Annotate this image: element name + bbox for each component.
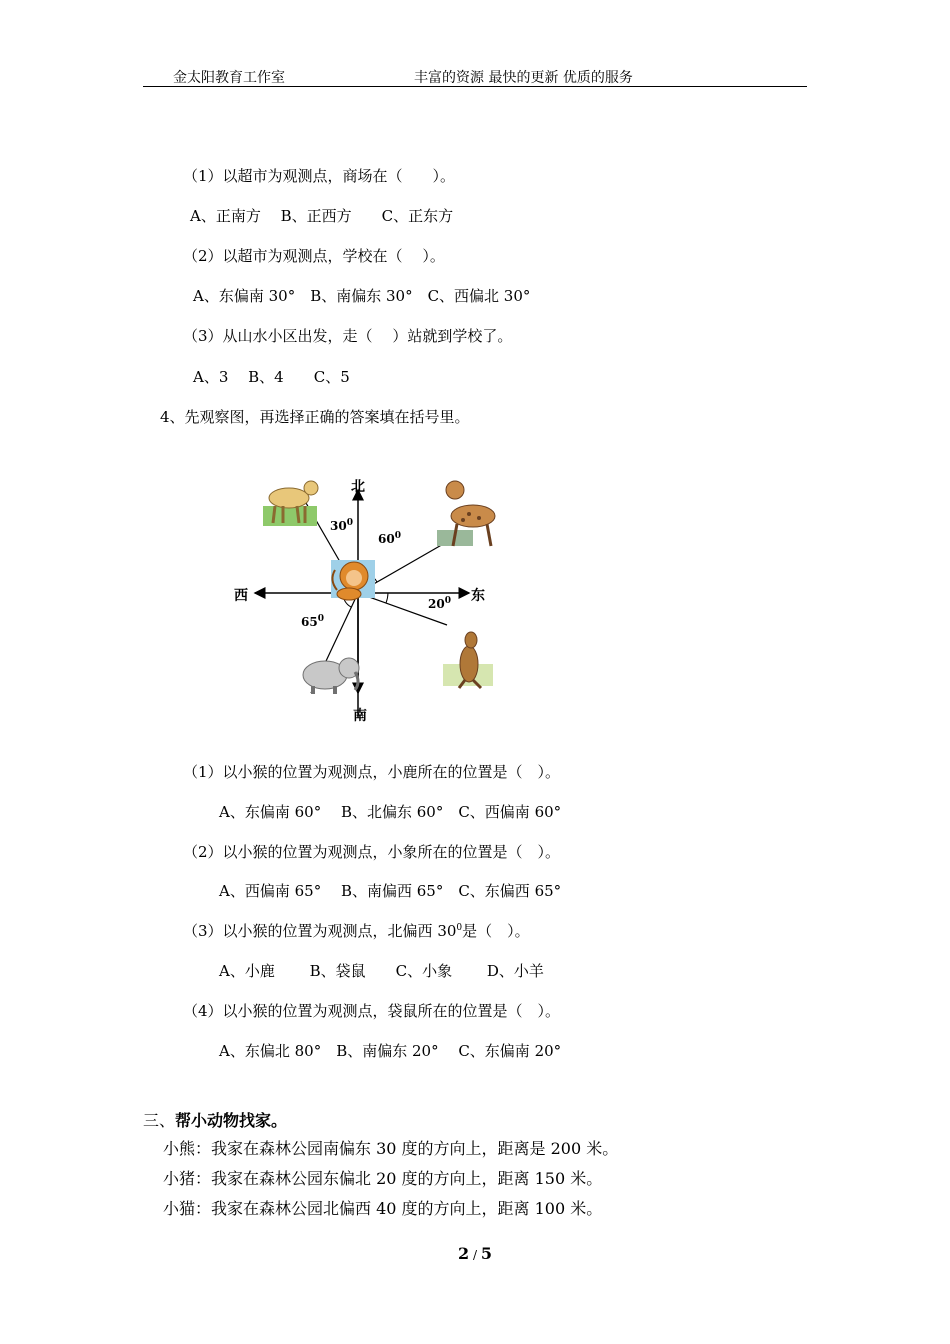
elephant-icon	[303, 658, 359, 694]
q4-title: 4、先观察图，再选择正确的答案填在括号里。	[160, 408, 470, 426]
deer-icon	[437, 481, 495, 546]
label-west: 西	[234, 588, 248, 604]
angle-label-20: $20^0$	[428, 596, 451, 611]
q4-item3-options: A、小鹿 B、袋鼠 C、小象 D、小羊	[219, 962, 544, 980]
q4-item3-question: （3）以小猴的位置为观测点，北偏西 $30^0$是（ ）。	[183, 922, 530, 940]
direction-diagram	[225, 468, 525, 730]
label-south: 南	[353, 708, 367, 724]
q4-item2-question: （2）以小猴的位置为观测点，小象所在的位置是（ ）。	[183, 843, 561, 861]
q3-item2-options: A、东偏南 30° B、南偏东 30° C、西偏北 30°	[193, 287, 531, 305]
section3-line-pig: 小猪：我家在森林公园东偏北 20 度的方向上，距离 150 米。	[163, 1169, 603, 1188]
page-number: 2 / 5	[458, 1244, 492, 1263]
sheep-icon	[263, 481, 318, 526]
q3-item2-question: （2）以超市为观测点，学校在（ ）。	[183, 247, 445, 265]
monkey-icon	[331, 560, 375, 600]
q4-item2-options: A、西偏南 65° B、南偏西 65° C、东偏西 65°	[219, 882, 562, 900]
q3-item3-options: A、3 B、4 C、5	[193, 368, 350, 386]
kangaroo-icon	[443, 632, 493, 688]
label-north: 北	[351, 479, 365, 495]
arc-20	[386, 593, 388, 603]
label-east: 东	[471, 588, 485, 604]
q4-item1-question: （1）以小猴的位置为观测点，小鹿所在的位置是（ ）。	[183, 763, 561, 781]
section3-line-cat: 小猫：我家在森林公园北偏西 40 度的方向上，距离 100 米。	[163, 1199, 603, 1218]
header-right: 丰富的资源 最快的更新 优质的服务	[414, 70, 633, 86]
angle-label-65: $65^0$	[301, 614, 324, 629]
q4-item4-options: A、东偏北 80° B、南偏东 20° C、东偏南 20°	[219, 1042, 562, 1060]
angle-label-30: $30^0$	[330, 518, 353, 533]
q3-item3-question: （3）从山水小区出发，走（ ）站就到学校了。	[183, 327, 513, 345]
angle-label-60: $60^0$	[378, 531, 401, 546]
header-left: 金太阳教育工作室	[173, 70, 285, 86]
section3-line-bear: 小熊：我家在森林公园南偏东 30 度的方向上，距离是 200 米。	[163, 1139, 619, 1158]
q4-item4-question: （4）以小猴的位置为观测点，袋鼠所在的位置是（ ）。	[183, 1002, 561, 1020]
q3-item1-options: A、正南方 B、正西方 C、正东方	[190, 207, 454, 225]
q3-item1-question: （1）以超市为观测点，商场在（ ）。	[183, 167, 456, 185]
q4-item1-options: A、东偏南 60° B、北偏东 60° C、西偏南 60°	[219, 803, 562, 821]
section3-heading: 三、帮小动物找家。	[143, 1111, 288, 1130]
header-rule	[143, 86, 807, 87]
